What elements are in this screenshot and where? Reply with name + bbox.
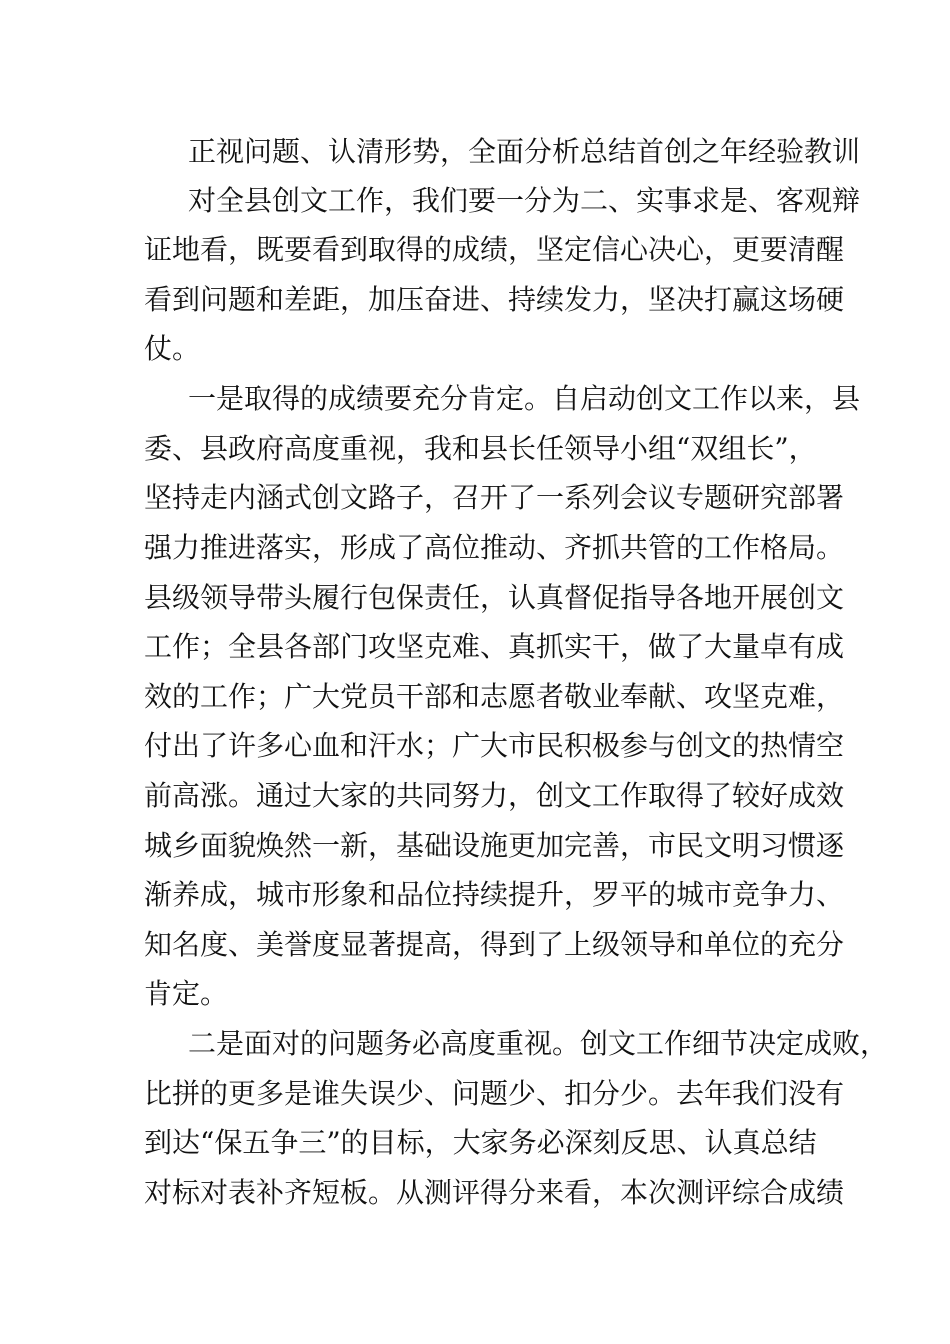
text-line: 强力推进落实，形成了高位推动、齐抓共管的工作格局。 xyxy=(144,531,845,564)
text-line: 一是取得的成绩要充分肯定。自启动创文工作以来，县 xyxy=(188,382,861,415)
text-line: 渐养成，城市形象和品位持续提升，罗平的城市竞争力、 xyxy=(144,878,845,911)
text-line: 付出了许多心血和汗水；广大市民积极参与创文的热情空 xyxy=(144,729,845,762)
text-line: 二是面对的问题务必高度重视。创文工作细节决定成败， xyxy=(188,1027,889,1060)
text-line: 县级领导带头履行包保责任，认真督促指导各地开展创文 xyxy=(144,581,845,614)
text-line: 坚持走内涵式创文路子，召开了一系列会议专题研究部署 xyxy=(144,481,845,514)
text-line: 前高涨。通过大家的共同努力，创文工作取得了较好成效 xyxy=(144,779,845,812)
text-line: 仗。 xyxy=(144,332,201,365)
text-line: 效的工作；广大党员干部和志愿者敬业奉献、攻坚克难， xyxy=(144,680,845,713)
text-line: 对标对表补齐短板。从测评得分来看，本次测评综合成绩 xyxy=(144,1176,845,1209)
text-line: 到达“保五争三”的目标，大家务必深刻反思、认真总结 xyxy=(144,1126,817,1159)
section-heading: 正视问题、认清形势，全面分析总结首创之年经验教训 xyxy=(188,135,861,168)
text-line: 证地看，既要看到取得的成绩，坚定信心决心，更要清醒 xyxy=(144,233,845,266)
text-line: 比拼的更多是谁失误少、问题少、扣分少。去年我们没有 xyxy=(144,1077,845,1110)
text-line: 肯定。 xyxy=(144,977,229,1010)
text-line: 对全县创文工作，我们要一分为二、实事求是、客观辩 xyxy=(188,184,861,217)
text-line: 委、县政府高度重视，我和县长任领导小组“双组长”， xyxy=(144,432,817,465)
text-line: 看到问题和差距，加压奋进、持续发力，坚决打赢这场硬 xyxy=(144,283,845,316)
text-line: 城乡面貌焕然一新，基础设施更加完善，市民文明习惯逐 xyxy=(144,829,845,862)
text-line: 知名度、美誉度显著提高，得到了上级领导和单位的充分 xyxy=(144,928,845,961)
text-line: 工作；全县各部门攻坚克难、真抓实干，做了大量卓有成 xyxy=(144,630,845,663)
